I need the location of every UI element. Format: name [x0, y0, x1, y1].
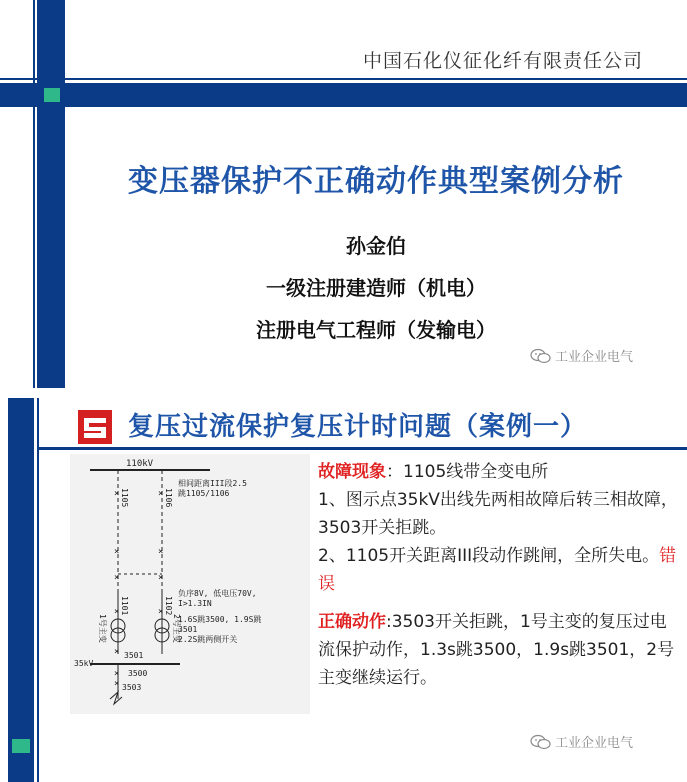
svg-text:×: × [114, 679, 120, 689]
credential-1: 一级注册建造师（机电） [266, 276, 486, 300]
transformer-1-label: 1号主变 [98, 614, 107, 643]
decor-horizontal-line [0, 78, 687, 80]
svg-text:×: × [158, 547, 164, 557]
correct-action [318, 608, 678, 692]
svg-text:×: × [114, 669, 120, 679]
credential-2: 注册电气工程师（发输电） [256, 318, 496, 342]
company-name: 中国石化仪征化纤有限责任公司 [362, 50, 643, 72]
wechat-icon [530, 348, 552, 364]
distance-note-2: 跳1105/1106 [178, 489, 230, 498]
case-description [318, 458, 678, 692]
slide-gap [0, 388, 687, 398]
trip-note-1: 1.6S跳3500, 1.9S跳 [178, 615, 262, 624]
decor-vertical-bar [37, 0, 65, 388]
case-title: 复压过流保护复压计时问题（案例一） [128, 412, 588, 442]
breaker-1106-label: 1106 [164, 488, 173, 508]
watermark [530, 346, 633, 365]
slide-title: 变压器保护不正确动作典型案例分析 [128, 164, 624, 199]
decor-vertical-line [37, 398, 39, 782]
breaker-3500-label: 3500 [128, 669, 148, 678]
fault-point-icon [110, 692, 122, 704]
decor-green-square [12, 739, 30, 753]
error-label: 错误 [318, 546, 677, 594]
description-line-1: 1、图示点35kV出线先两相故障后转三相故障，3503开关拒跳。 [318, 490, 678, 538]
breaker-3503-label: 3503 [122, 683, 142, 692]
decor-vertical-line [33, 0, 35, 388]
transformer-2-label: 2号主变 [172, 614, 181, 643]
decor-horizontal-bar [0, 83, 687, 107]
description-line-2 [318, 542, 678, 598]
decor-vertical-bar [8, 398, 34, 782]
watermark-text: 工业企业电气 [555, 350, 634, 365]
sinopec-logo [78, 410, 112, 444]
decor-green-square [44, 88, 60, 102]
svg-text:×: × [114, 607, 120, 617]
correct-label: 正确动作 [318, 612, 386, 632]
watermark-text: 工业企业电气 [555, 736, 634, 751]
breaker-1102-label: 1102 [164, 596, 173, 616]
description-line-2-text: 2、1105开关距离III段动作跳闸，全所失电。 [318, 546, 660, 566]
breaker-3501-label: 3501 [124, 651, 144, 660]
correct-text: :3503开关拒跳，1号主变的复压过电流保护动作，1.3s跳3500，1.9s跳3501，2号主变继续运行。 [318, 612, 675, 688]
svg-text:×: × [114, 647, 120, 657]
title-slide [0, 0, 687, 388]
trip-note-3: 2.2S跳两侧开关 [178, 635, 238, 644]
svg-text:×: × [114, 547, 120, 557]
author-name: 孙金伯 [346, 234, 406, 258]
fault-line [318, 458, 678, 486]
fault-text: ：1105线带全变电所 [386, 462, 549, 482]
header-underline [39, 447, 687, 450]
svg-text:×: × [158, 489, 164, 499]
breaker-1105-label: 1105 [120, 488, 129, 508]
watermark [530, 732, 633, 751]
single-line-diagram [70, 454, 310, 714]
distance-note-1: 相间距离III段2.5 [178, 479, 247, 488]
wechat-icon [530, 734, 552, 750]
fault-label: 故障现象 [318, 462, 386, 482]
bus-35kv-label: 35kV [74, 659, 94, 668]
trip-note-2: 3501 [178, 625, 198, 634]
case-slide [0, 398, 687, 782]
bus-110kv-label: 110kV [126, 459, 154, 469]
svg-text:×: × [114, 573, 120, 583]
setting-note-1: 负序8V, 低电压70V, [178, 589, 257, 598]
svg-text:×: × [114, 489, 120, 499]
breaker-1101-label: 1101 [120, 596, 129, 616]
setting-note-2: I>1.3IN [178, 599, 212, 608]
svg-text:×: × [158, 573, 164, 583]
svg-text:×: × [158, 607, 164, 617]
